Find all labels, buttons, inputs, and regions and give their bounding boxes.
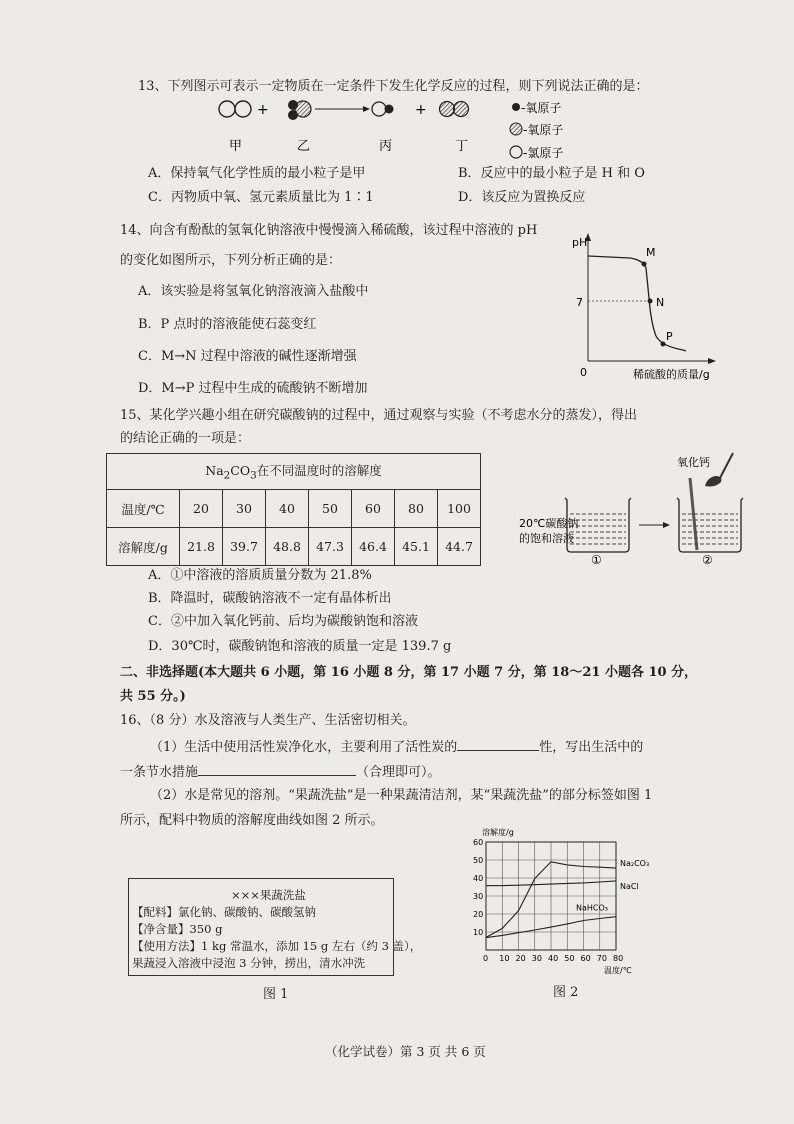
table-cell: 48.8 (266, 528, 309, 566)
plus-sign-1: + (257, 102, 269, 118)
legend-cl-atom (510, 146, 522, 158)
beaker-number-2: ② (702, 553, 713, 567)
q13-stem: 13、下列图示可表示一定物质在一定条件下发生化学反应的过程，则下列说法正确的是： (138, 79, 649, 94)
q15-option-b: B．降温时，碳酸钠溶液不一定有晶体析出 (148, 591, 392, 606)
q14-option-a: A．该实验是将氢氧化钠溶液滴入盐酸中 (138, 284, 369, 299)
q15-stem-1: 15、某化学兴趣小组在研究碳酸钠的过程中，通过观察与实验（不考虑水分的蒸发），得出 (120, 408, 638, 423)
label-ding: 丁 (455, 139, 469, 154)
q16-p1d: （合理即可）。 (356, 765, 441, 780)
q16-p1a: （1）生活中使用活性炭净化水，主要利用了活性炭的 (150, 740, 458, 755)
legend-text-3: -氯原子 (523, 146, 564, 160)
origin-label: 0 (580, 366, 587, 379)
ph7-label: 7 (576, 296, 583, 309)
table-cell: 30 (223, 490, 266, 528)
legend-text-2: -氧原子 (523, 123, 564, 137)
label-bing: 丙 (379, 139, 393, 154)
x-tick-label: 30 (531, 954, 542, 963)
x-tick-label: 20 (515, 954, 526, 963)
label-title: ×××果蔬洗盐 (231, 888, 306, 902)
x-tick-label: 10 (499, 954, 510, 963)
answer-blank-1[interactable] (457, 737, 539, 751)
q13-option-a: A．保持氧气化学性质的最小粒子是甲 (148, 166, 366, 181)
table-cell: 39.7 (223, 528, 266, 566)
q14-stem-1: 14、向含有酚酞的氢氧化钠溶液中慢慢滴入稀硫酸，该过程中溶液的 pH (120, 223, 538, 238)
legend-text-1: -氧原子 (521, 101, 562, 115)
table-row-temperature (107, 490, 481, 528)
x-tick-label: 80 (613, 954, 624, 963)
q14-option-b: B．P 点时的溶液能使石蕊变红 (138, 317, 317, 332)
molecule-bing (372, 102, 394, 116)
q15-stem-2: 的结论正确的一项是： (120, 431, 251, 446)
point-p (661, 342, 666, 347)
x-axis-label: 稀硫酸的质量/g (633, 368, 710, 381)
table-cell: 21.8 (180, 528, 223, 566)
y-tick-label: 40 (473, 874, 484, 883)
x-tick-label: 60 (580, 954, 591, 963)
q13-reaction-diagram (215, 95, 605, 167)
section-2-heading-2: 共 55 分。) (120, 689, 186, 704)
q14-option-d: D．M→P 过程中生成的硫酸钠不断增加 (138, 381, 368, 396)
label-m: M (646, 246, 656, 259)
point-n (648, 299, 653, 304)
q13-option-b: B．反应中的最小粒子是 H 和 O (458, 166, 645, 181)
point-m (642, 262, 647, 267)
table-row-solubility (107, 528, 481, 566)
beaker-2-icon (677, 498, 743, 552)
q15-option-c: C．②中加入氧化钙前、后均为碳酸钠饱和溶液 (148, 614, 418, 629)
product-label-box (128, 878, 422, 976)
y-tick-label: 50 (473, 856, 484, 865)
q15-option-a: A．①中溶液的溶质质量分数为 21.8% (148, 568, 372, 583)
label-net-weight: 【净含量】350 g (132, 922, 223, 936)
table-title: $Na_2CO_3$在不同温度时的溶解度 (107, 454, 481, 490)
spoon-icon (705, 476, 721, 487)
label-ingredients: 【配料】氯化钠、碳酸钠、碳酸氢钠 (132, 905, 316, 919)
y-tick-label: 30 (473, 892, 484, 901)
x-tick-label: 50 (564, 954, 575, 963)
table-cell: 45.1 (395, 528, 438, 566)
x-tick-label: 70 (596, 954, 607, 963)
molecule-yi (288, 100, 311, 120)
q16-part2-line2: 所示，配料中物质的溶解度曲线如图 2 所示。 (120, 813, 384, 828)
beaker-label-1: 20℃碳酸钠 (519, 517, 579, 530)
series-label-na2co3: Na₂CO₃ (620, 859, 650, 869)
table-cell: 80 (395, 490, 438, 528)
figure-1-caption: 图 1 (263, 987, 289, 1002)
y-axis-label: 溶解度/g (482, 828, 514, 837)
q14-ph-graph (568, 228, 718, 388)
label-usage-1: 【使用方法】1 kg 常温水，添加 15 g 左右（约 3 盖）， (132, 939, 422, 953)
table-cell: 50 (309, 490, 352, 528)
y-tick-label: 60 (473, 838, 484, 847)
table-cell: 20 (180, 490, 223, 528)
q13-option-d: D．该反应为置换反应 (458, 190, 586, 205)
reagent-label: 氧化钙 (677, 456, 710, 469)
x-tick-label: 40 (548, 954, 559, 963)
row-label-solubility: 溶解度/g (107, 528, 180, 566)
solubility-curve-chart (452, 822, 662, 982)
y-tick-label: 10 (473, 928, 484, 937)
x-axis-label: 温度/℃ (604, 966, 632, 975)
legend-h-atom (512, 103, 520, 111)
q15-option-d: D．30℃时，碳酸钠饱和溶液的质量一定是 139.7 g (148, 639, 452, 654)
label-usage-2: 果蔬浸入溶液中浸泡 3 分钟，捞出，清水冲洗 (132, 956, 366, 970)
q16-part2-line1: （2）水是常见的溶剂。“果蔬洗盐”是一种果蔬清洁剂，某“果蔬洗盐”的部分标签如图 1 (150, 788, 653, 803)
beaker-label-2: 的饱和溶液 (519, 532, 574, 545)
section-2-heading-1: 二、非选择题(本大题共 6 小题，第 16 小题 8 分，第 17 小题 7 分，第 18～21 小题各 10 分， (120, 665, 698, 680)
beaker-number-1: ① (591, 553, 602, 567)
label-p: P (666, 330, 673, 343)
table-cell: 47.3 (309, 528, 352, 566)
x-tick-label: 0 (483, 954, 489, 963)
figure-2-caption: 图 2 (553, 985, 579, 1000)
series-label-nahco3: NaHCO₃ (576, 903, 608, 913)
table-cell: 100 (438, 490, 481, 528)
q15-beaker-diagram (515, 448, 745, 573)
table-cell: 46.4 (352, 528, 395, 566)
table-cell: 44.7 (438, 528, 481, 566)
table-cell: 60 (352, 490, 395, 528)
table-cell: 40 (266, 490, 309, 528)
ph-axis-label: pH (572, 236, 588, 249)
page-footer: （化学试卷）第 3 页 共 6 页 (325, 1044, 486, 1059)
q14-stem-2: 的变化如图所示，下列分析正确的是： (120, 253, 342, 268)
q16-stem: 16、（8 分）水及溶液与人类生产、生活密切相关。 (120, 713, 416, 728)
molecule-ding (440, 102, 469, 117)
q16-p1b: 性，写出生活中的 (539, 740, 644, 755)
label-n: N (656, 296, 665, 309)
plus-sign-2: + (415, 102, 427, 118)
series-label-nacl: NaCl (620, 881, 639, 891)
q16-p1c: 一条节水措施 (120, 765, 199, 780)
y-tick-label: 20 (473, 910, 484, 919)
legend-o-atom (510, 123, 522, 135)
row-label-temperature: 温度/℃ (107, 490, 180, 528)
q16-part1-line2 (120, 762, 441, 782)
q14-option-c: C．M→N 过程中溶液的碱性逐渐增强 (138, 349, 357, 364)
q13-option-c: C．丙物质中氧、氢元素质量比为 1∶1 (148, 190, 374, 205)
label-yi: 乙 (297, 139, 311, 154)
answer-blank-2[interactable] (198, 762, 356, 776)
solubility-table (106, 453, 481, 566)
molecule-jia (219, 101, 251, 117)
label-jia: 甲 (229, 139, 243, 154)
q16-part1-line1 (150, 737, 643, 757)
